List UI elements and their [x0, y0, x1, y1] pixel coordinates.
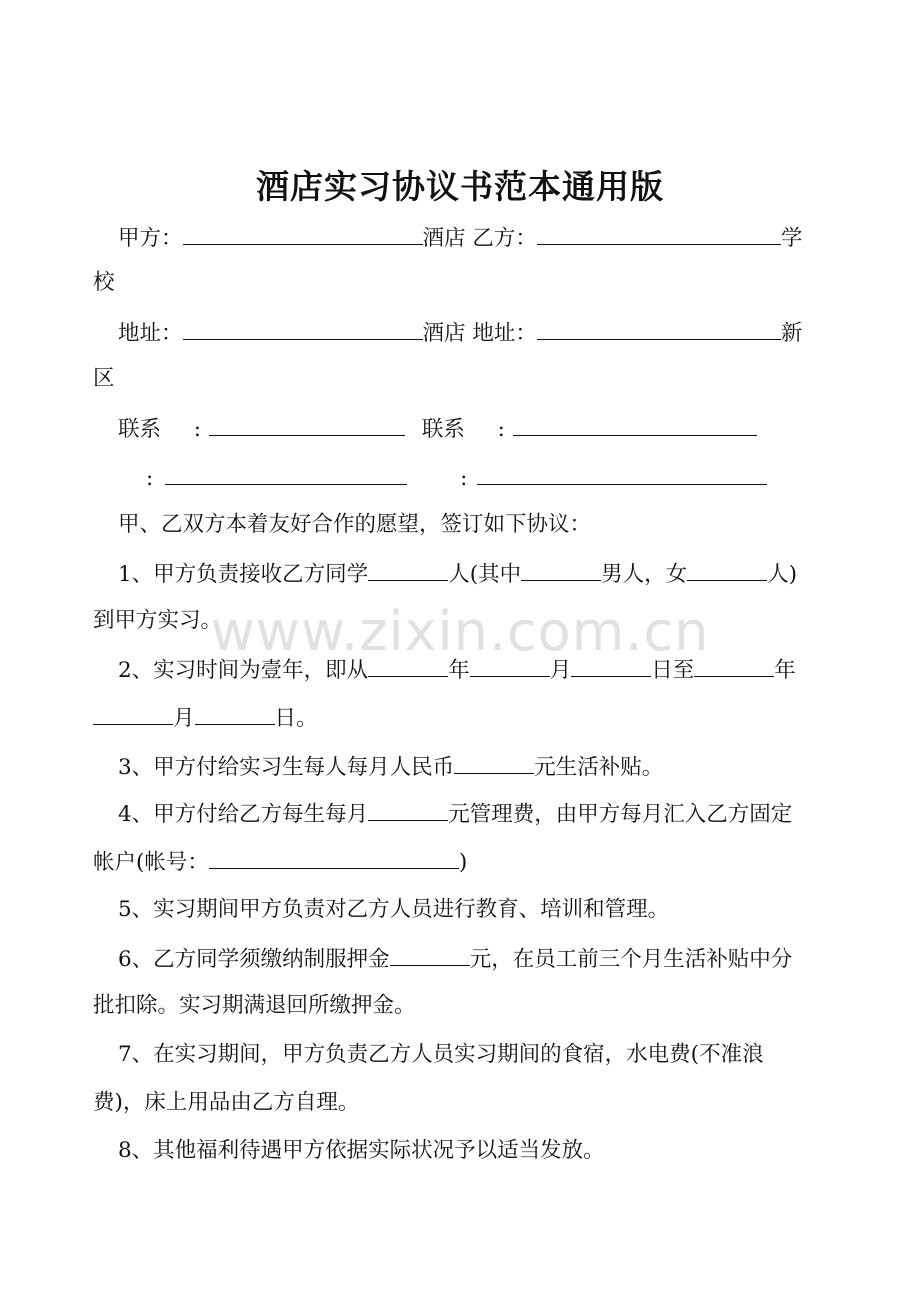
clause-1-text-c: 男人，女 — [601, 562, 688, 587]
contact-line-2 — [146, 462, 886, 494]
clause-2-text-b: 年 — [448, 658, 470, 683]
document-title: 酒店实习协议书范本通用版 — [256, 167, 664, 206]
party-a-blank — [183, 222, 423, 245]
contact-a2-colon: : — [146, 466, 154, 491]
clause-7: 7、在实习期间，甲方负责乙方人员实习期间的食宿，水电费(不准浪 — [118, 1042, 764, 1067]
party-b-suffix-wrap: 校 — [93, 270, 115, 295]
party-a-suffix: 酒店 — [422, 226, 466, 251]
clause-2 — [118, 654, 858, 686]
clause-6 — [118, 943, 858, 975]
clause-2-text-g: 日。 — [274, 706, 318, 731]
clause-4-blank-account — [209, 846, 459, 869]
contact-b-label: 联系 — [421, 417, 465, 442]
clause-1 — [118, 558, 858, 590]
address-line-wrap — [93, 364, 833, 394]
clause-7-wrap: 费)，床上用品由乙方自理。 — [93, 1090, 360, 1115]
address-a-suffix: 酒店 — [422, 321, 466, 346]
clause-2-blank-year-end — [694, 654, 774, 677]
clause-1-text-a: 1、甲方负责接收乙方同学 — [118, 562, 369, 587]
clause-2-blank-day-start — [571, 654, 651, 677]
party-b-label: 乙方： — [472, 226, 537, 251]
contact-a-label: 联系 — [118, 417, 162, 442]
clause-1-text-d: 人) — [767, 562, 797, 587]
clause-6-blank-deposit — [390, 943, 470, 966]
contact-a-colon: : — [193, 417, 202, 442]
contact-a-blank — [209, 413, 405, 436]
clause-4-text-c: 帐户(帐号： — [93, 850, 209, 875]
clause-4-blank-amount — [368, 798, 448, 821]
address-b-blank — [537, 317, 781, 340]
contact-line — [118, 413, 858, 445]
address-b-suffix-wrap: 区 — [93, 366, 115, 391]
clause-2-wrap — [93, 702, 833, 734]
clause-1-blank-total — [368, 558, 448, 581]
contact-b-blank — [513, 413, 757, 436]
party-b-blank — [537, 222, 781, 245]
address-line — [118, 317, 858, 349]
clause-2-text-c: 月 — [549, 658, 572, 683]
party-a-label: 甲方： — [118, 226, 183, 251]
watermark: www.zixin.com.cn — [210, 600, 710, 663]
address-b-label: 地址： — [472, 321, 537, 346]
clause-3-text-b: 元生活补贴。 — [534, 755, 664, 780]
clause-5: 5、实习期间甲方负责对乙方人员进行教育、培训和管理。 — [118, 897, 670, 922]
contact-b-colon: : — [497, 417, 505, 442]
clause-6-text-a: 6、乙方同学须缴纳制服押金 — [118, 947, 390, 972]
clause-6-text-b: 元，在员工前三个月生活补贴中分 — [469, 947, 793, 972]
address-a-blank — [183, 317, 423, 340]
clause-3-blank-amount — [454, 751, 534, 774]
clause-2-blank-month-end — [93, 702, 173, 725]
clause-2-blank-month-start — [470, 654, 550, 677]
clause-2-text-e: 年 — [774, 658, 796, 683]
clause-4-text-d: ) — [458, 850, 468, 875]
clause-1-text-b: 人(其中 — [448, 562, 522, 587]
clause-6-wrap: 批扣除。实习期满退回所缴押金。 — [93, 993, 416, 1018]
clause-1-wrap: 到甲方实习。 — [93, 608, 223, 633]
clause-2-text-a: 2、实习时间为壹年，即从 — [118, 658, 369, 683]
party-line — [118, 222, 858, 254]
clause-2-blank-day-end — [195, 702, 275, 725]
clause-2-text-d: 日至 — [651, 658, 695, 683]
intro-text: 甲、乙双方本着友好合作的愿望，签订如下协议： — [118, 512, 592, 537]
clause-2-blank-year-start — [368, 654, 448, 677]
clause-3-text-a: 3、甲方付给实习生每人每月人民币 — [118, 755, 455, 780]
address-b-suffix: 新 — [780, 321, 803, 346]
clause-1-blank-male — [521, 558, 601, 581]
contact-b2-blank — [477, 462, 767, 485]
clause-8: 8、其他福利待遇甲方依据实际状况予以适当发放。 — [118, 1138, 605, 1163]
clause-2-text-f: 月 — [173, 706, 195, 731]
clause-3 — [118, 751, 858, 783]
party-b-suffix: 学 — [780, 226, 803, 251]
clause-4-wrap — [93, 846, 833, 878]
contact-b2-colon: : — [460, 466, 468, 491]
address-a-label: 地址： — [118, 321, 183, 346]
contact-a2-blank — [165, 462, 407, 485]
party-line-wrap — [93, 268, 833, 298]
clause-4 — [118, 798, 858, 830]
clause-4-text-a: 4、甲方付给乙方每生每月 — [118, 802, 369, 827]
clause-1-blank-female — [687, 558, 767, 581]
clause-4-text-b: 元管理费，由甲方每月汇入乙方固定 — [448, 802, 793, 827]
